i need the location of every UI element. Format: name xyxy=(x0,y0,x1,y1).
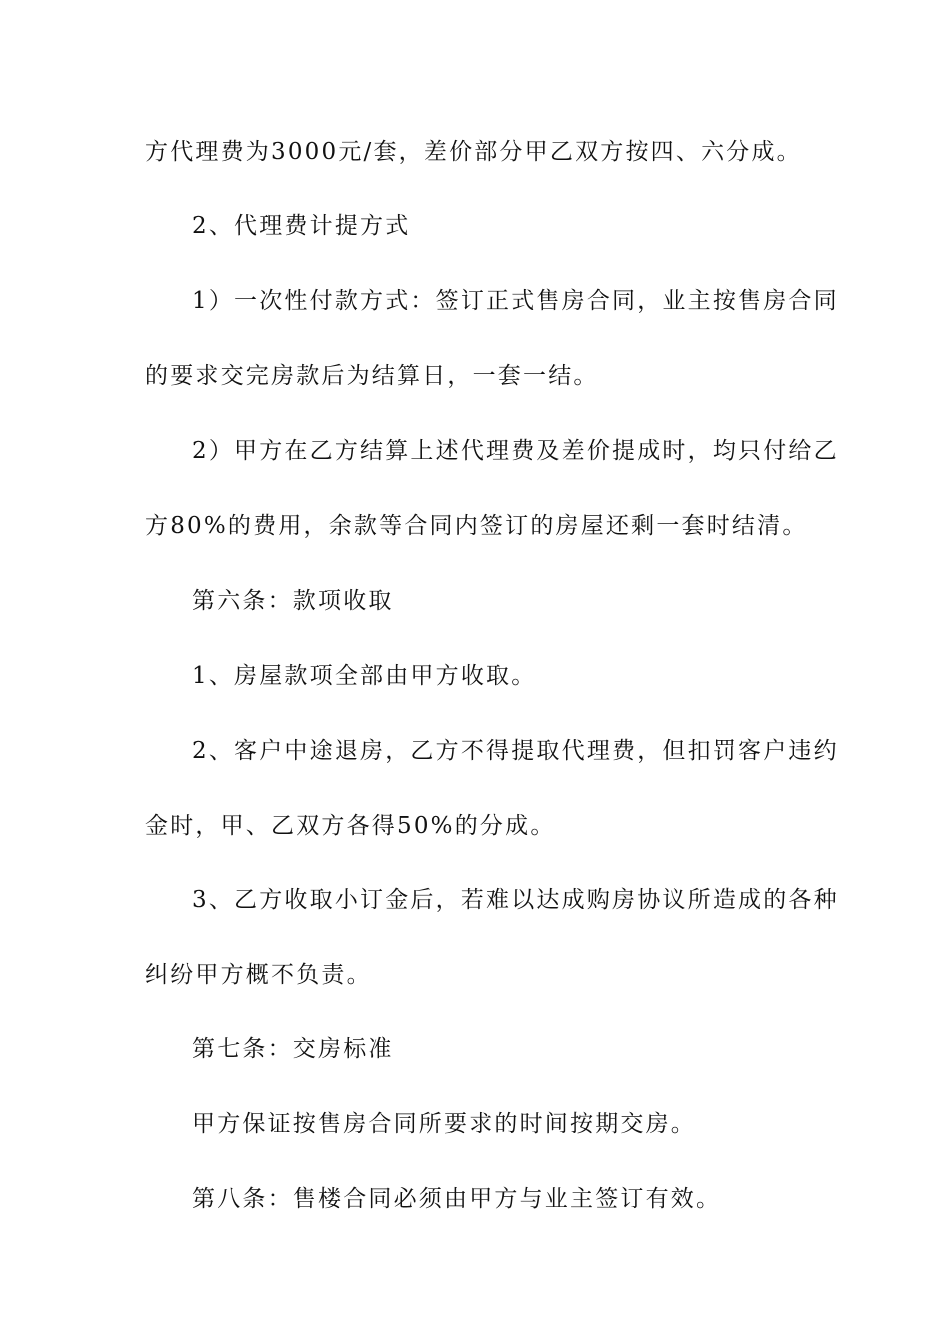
paragraph-line: 甲方保证按售房合同所要求的时间按期交房。 xyxy=(192,1111,696,1137)
article-heading: 第七条：交房标准 xyxy=(192,1036,394,1062)
section-heading: 2、代理费计提方式 xyxy=(192,213,411,239)
paragraph-line: 1）一次性付款方式：签订正式售房合同，业主按售房合同 xyxy=(192,288,839,314)
paragraph-line: 金时，甲、乙双方各得50%的分成。 xyxy=(145,813,556,839)
paragraph-line: 2）甲方在乙方结算上述代理费及差价提成时，均只付给乙 xyxy=(192,438,839,464)
paragraph-line: 1、房屋款项全部由甲方收取。 xyxy=(192,663,537,689)
paragraph-line: 3、乙方收取小订金后，若难以达成购房协议所造成的各种 xyxy=(192,887,839,913)
paragraph-line: 纠纷甲方概不负责。 xyxy=(145,962,372,988)
article-heading: 第六条：款项收取 xyxy=(192,588,394,614)
paragraph-line: 2、客户中途退房，乙方不得提取代理费，但扣罚客户违约 xyxy=(192,738,839,764)
paragraph-line: 方代理费为3000元/套，差价部分甲乙双方按四、六分成。 xyxy=(145,139,802,165)
paragraph-line: 的要求交完房款后为结算日，一套一结。 xyxy=(145,363,599,389)
article-heading: 第八条：售楼合同必须由甲方与业主签订有效。 xyxy=(192,1186,722,1212)
paragraph-line: 方80%的费用，余款等合同内签订的房屋还剩一套时结清。 xyxy=(145,513,808,539)
